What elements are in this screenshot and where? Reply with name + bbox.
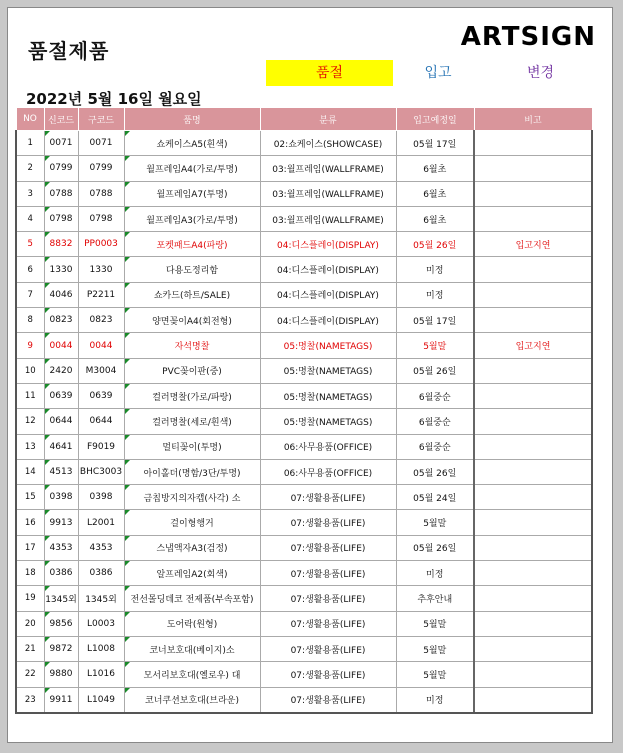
cell-old-code: 0639 [78,383,124,408]
cell-eta: 5월말 [396,333,474,358]
legend-incoming: 입고 [424,65,452,81]
cell-old-code: 1345외 [78,586,124,611]
cell-product-name: 도어락(원형) [124,611,260,636]
legend-out-of-stock: 품절 [266,60,393,86]
cell-note [474,434,592,459]
col-header-category: 분류 [260,108,396,131]
cell-category: 07:생활용품(LIFE) [260,662,396,687]
cell-product-name: 스냅액자A3(검정) [124,535,260,560]
cell-no: 20 [16,611,44,636]
cell-category: 02:쇼케이스(SHOWCASE) [260,131,396,156]
col-header-note: 비고 [474,108,592,131]
cell-eta: 6월초 [396,156,474,181]
cell-no: 17 [16,535,44,560]
cell-new-code: 4641 [44,434,78,459]
cell-category: 03:월프레임(WALLFRAME) [260,206,396,231]
cell-eta: 5월말 [396,510,474,535]
cell-old-code: 0799 [78,156,124,181]
cell-product-name: 알프레임A2(회색) [124,561,260,586]
cell-no: 7 [16,282,44,307]
cell-category: 04:디스플레이(DISPLAY) [260,232,396,257]
cell-eta: 추후안내 [396,586,474,611]
cell-eta: 05월 26일 [396,358,474,383]
cell-product-name: 월프레임A4(가로/투명) [124,156,260,181]
cell-note [474,156,592,181]
cell-category: 07:생활용품(LIFE) [260,485,396,510]
table-row [16,156,592,181]
table-row [16,333,592,358]
cell-new-code: 9880 [44,662,78,687]
cell-note [474,611,592,636]
cell-old-code: 4353 [78,535,124,560]
table-row [16,257,592,282]
cell-category: 07:생활용품(LIFE) [260,586,396,611]
cell-note: 입고지연 [474,333,592,358]
col-header-product-name: 품명 [124,108,260,131]
cell-category: 06:사무용품(OFFICE) [260,459,396,484]
cell-new-code: 0823 [44,308,78,333]
cell-note [474,586,592,611]
cell-category: 07:생활용품(LIFE) [260,535,396,560]
cell-eta: 05월 24일 [396,485,474,510]
cell-no: 8 [16,308,44,333]
cell-product-name: 월프레임A7(투명) [124,181,260,206]
cell-eta: 미정 [396,561,474,586]
cell-old-code: M3004 [78,358,124,383]
col-header-old-code: 구코드 [78,108,124,131]
table-row [16,308,592,333]
cell-note [474,459,592,484]
col-header-new-code: 신코드 [44,108,78,131]
cell-category: 07:생활용품(LIFE) [260,636,396,661]
cell-no: 3 [16,181,44,206]
cell-note [474,687,592,713]
cell-eta: 05월 26일 [396,535,474,560]
cell-product-name: PVC꽂이판(중) [124,358,260,383]
cell-old-code: 0644 [78,409,124,434]
cell-eta: 6월초 [396,206,474,231]
cell-note [474,535,592,560]
table-row [16,383,592,408]
table-row [16,636,592,661]
cell-category: 05:명찰(NAMETAGS) [260,358,396,383]
cell-old-code: 0071 [78,131,124,156]
cell-category: 04:디스플레이(DISPLAY) [260,257,396,282]
cell-no: 19 [16,586,44,611]
cell-note [474,358,592,383]
cell-new-code: 4046 [44,282,78,307]
cell-new-code: 0788 [44,181,78,206]
cell-no: 22 [16,662,44,687]
cell-new-code: 0386 [44,561,78,586]
cell-note [474,636,592,661]
cell-no: 5 [16,232,44,257]
cell-no: 16 [16,510,44,535]
cell-eta: 6월중순 [396,383,474,408]
cell-category: 03:월프레임(WALLFRAME) [260,181,396,206]
cell-old-code: L2001 [78,510,124,535]
cell-new-code: 0071 [44,131,78,156]
col-header-eta: 입고예정일 [396,108,474,131]
table-row [16,459,592,484]
col-header-no: NO [16,108,44,131]
cell-old-code: 0823 [78,308,124,333]
cell-eta: 5월말 [396,662,474,687]
cell-new-code: 0644 [44,409,78,434]
table-row [16,282,592,307]
cell-product-name: 코너쿠션보호대(브라운) [124,687,260,713]
cell-product-name: 아이홀더(명함/3단/투명) [124,459,260,484]
cell-note [474,662,592,687]
cell-old-code: 0398 [78,485,124,510]
cell-eta: 미정 [396,257,474,282]
cell-no: 2 [16,156,44,181]
cell-product-name: 쇼카드(하트/SALE) [124,282,260,307]
cell-no: 4 [16,206,44,231]
cell-old-code: 0788 [78,181,124,206]
table-row [16,687,592,713]
table-row [16,181,592,206]
cell-note [474,485,592,510]
cell-product-name: 전선몰딩데코 전제품(부속포함) [124,586,260,611]
cell-category: 05:명찰(NAMETAGS) [260,333,396,358]
cell-category: 07:생활용품(LIFE) [260,510,396,535]
cell-old-code: PP0003 [78,232,124,257]
cell-product-name: 금칩방지의자캡(사각) 소 [124,485,260,510]
cell-note [474,181,592,206]
cell-note [474,561,592,586]
table-row [16,611,592,636]
cell-eta: 미정 [396,282,474,307]
cell-new-code: 2420 [44,358,78,383]
cell-eta: 05월 26일 [396,459,474,484]
cell-new-code: 9872 [44,636,78,661]
artsign-logo: ARTSIGN [460,22,596,52]
cell-product-name: 컬러명찰(가로/파랑) [124,383,260,408]
cell-new-code: 0799 [44,156,78,181]
table-row [16,232,592,257]
cell-no: 18 [16,561,44,586]
cell-eta: 6월초 [396,181,474,206]
cell-new-code: 1345외 [44,586,78,611]
cell-old-code: P2211 [78,282,124,307]
cell-product-name: 다용도정리함 [124,257,260,282]
cell-product-name: 양면꽂이A4(회전형) [124,308,260,333]
cell-old-code: L1016 [78,662,124,687]
cell-eta: 5월말 [396,636,474,661]
cell-category: 04:디스플레이(DISPLAY) [260,308,396,333]
table-header-row [16,108,592,131]
cell-old-code: L1049 [78,687,124,713]
cell-note [474,308,592,333]
cell-old-code: L1008 [78,636,124,661]
cell-no: 13 [16,434,44,459]
cell-product-name: 컬러명찰(세로/흰색) [124,409,260,434]
cell-no: 1 [16,131,44,156]
cell-note [474,206,592,231]
cell-no: 10 [16,358,44,383]
cell-new-code: 9913 [44,510,78,535]
table-row [16,434,592,459]
cell-category: 07:생활용품(LIFE) [260,687,396,713]
cell-note: 입고지연 [474,232,592,257]
cell-product-name: 월프레임A3(가로/투명) [124,206,260,231]
cell-old-code: F9019 [78,434,124,459]
cell-no: 12 [16,409,44,434]
table-row [16,206,592,231]
cell-old-code: 0386 [78,561,124,586]
cell-category: 07:생활용품(LIFE) [260,611,396,636]
cell-old-code: BHC3003 [78,459,124,484]
table-row [16,409,592,434]
cell-eta: 5월말 [396,611,474,636]
cell-category: 03:월프레임(WALLFRAME) [260,156,396,181]
cell-no: 21 [16,636,44,661]
cell-old-code: L0003 [78,611,124,636]
table-row [16,586,592,611]
cell-note [474,409,592,434]
cell-new-code: 8832 [44,232,78,257]
cell-product-name: 자석명찰 [124,333,260,358]
cell-new-code: 0044 [44,333,78,358]
cell-note [474,383,592,408]
cell-old-code: 1330 [78,257,124,282]
table-row [16,131,592,156]
cell-old-code: 0798 [78,206,124,231]
cell-note [474,282,592,307]
cell-product-name: 걸이형행거 [124,510,260,535]
report-date: 2022년 5월 16일 월요일 [26,90,202,108]
cell-new-code: 9856 [44,611,78,636]
cell-no: 15 [16,485,44,510]
cell-product-name: 모서리보호대(옐로우) 대 [124,662,260,687]
cell-note [474,510,592,535]
table-row [16,662,592,687]
cell-eta: 05월 26일 [396,232,474,257]
cell-old-code: 0044 [78,333,124,358]
cell-new-code: 4513 [44,459,78,484]
cell-product-name: 쇼케이스A5(흰색) [124,131,260,156]
legend-change: 변경 [526,65,555,81]
cell-new-code: 0398 [44,485,78,510]
cell-category: 06:사무용품(OFFICE) [260,434,396,459]
cell-product-name: 코너보호대(베이지)소 [124,636,260,661]
cell-category: 05:명찰(NAMETAGS) [260,383,396,408]
cell-new-code: 0798 [44,206,78,231]
cell-product-name: 멀티꽂이(투명) [124,434,260,459]
cell-no: 14 [16,459,44,484]
table-row [16,561,592,586]
cell-no: 11 [16,383,44,408]
cell-no: 6 [16,257,44,282]
cell-note [474,131,592,156]
table-row [16,510,592,535]
cell-eta: 6월중순 [396,409,474,434]
cell-category: 05:명찰(NAMETAGS) [260,409,396,434]
cell-new-code: 0639 [44,383,78,408]
cell-no: 9 [16,333,44,358]
out-of-stock-table [15,107,593,714]
cell-category: 04:디스플레이(DISPLAY) [260,282,396,307]
table-row [16,485,592,510]
cell-product-name: 포켓패드A4(파랑) [124,232,260,257]
cell-note [474,257,592,282]
cell-new-code: 4353 [44,535,78,560]
cell-eta: 05월 17일 [396,131,474,156]
cell-new-code: 1330 [44,257,78,282]
cell-eta: 6월중순 [396,434,474,459]
cell-no: 23 [16,687,44,713]
table-row [16,535,592,560]
cell-new-code: 9911 [44,687,78,713]
cell-category: 07:생활용품(LIFE) [260,561,396,586]
table-row [16,358,592,383]
cell-eta: 05월 17일 [396,308,474,333]
cell-eta: 미정 [396,687,474,713]
page-title: 품절제품 [28,39,110,63]
